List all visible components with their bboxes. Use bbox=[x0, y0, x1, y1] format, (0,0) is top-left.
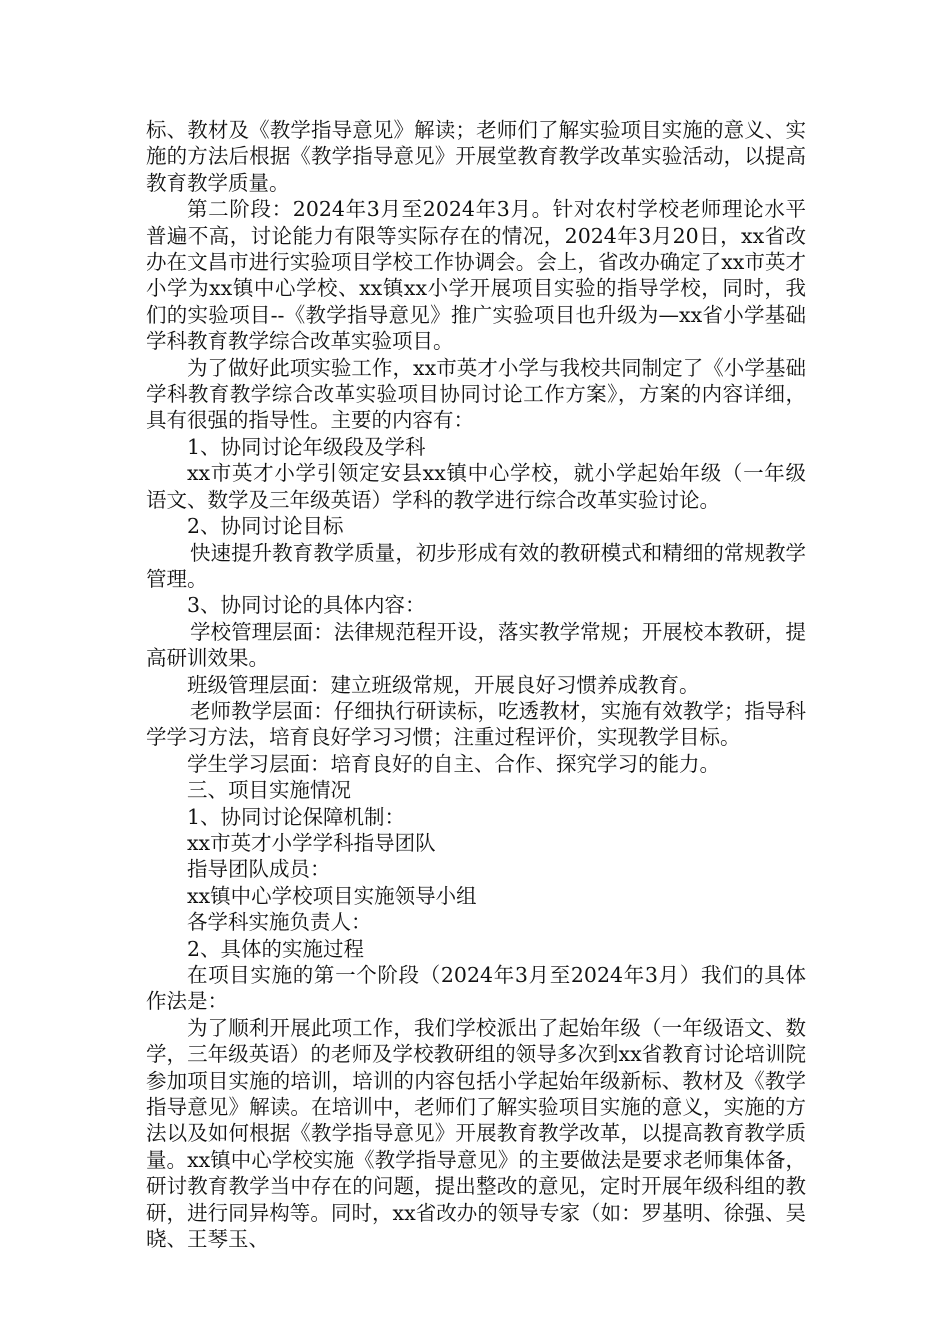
paragraph: 三、项目实施情况 bbox=[187, 778, 351, 803]
paragraph: 2、协同讨论目标 bbox=[187, 514, 344, 539]
paragraph: 1、协同讨论年级段及学科 bbox=[187, 434, 426, 459]
paragraph: 快速提升教育教学质量，初步形成有效的教研模式和精细的常规教学管理。 bbox=[146, 540, 806, 591]
paragraph: 老师教学层面：仔细执行研读标，吃透教材，实施有效教学；指导科学学习方法，培育良好学习习惯；注重过程评价，实现教学目标。 bbox=[146, 698, 806, 750]
paragraph: 3、协同讨论的具体内容： bbox=[187, 593, 426, 618]
paragraph: 为了顺利开展此项工作，我们学校派出了起始年级（一年级语文、数学，三年级英语）的老师及学校教研组的领导多次到xx省教育讨论培训院参加项目实施的培训，培训的内容包括小学起始年级新标、教材及《教学指导意见》解读。在培训中，老师们了解实验项目实施的意义，实施的方法以及如何根据《教学指导意见》开展教育教学改革，以提高教育教学质量。xx镇中心学校实施《教学指导意见》的主要做法是要求老师集体备，研讨教育教学当中存在的问题，提出整改的意见，定时开展年级科组的教研，进行同异构等。同时，xx省改办的领导专家（如：罗基明、徐强、吴晓、王琴玉、 bbox=[146, 1015, 806, 1252]
paragraph: 在项目实施的第一个阶段（2024年3月至2024年3月）我们的具体作法是： bbox=[146, 963, 806, 1014]
paragraph: xx市英才小学学科指导团队 bbox=[187, 830, 436, 855]
paragraph: 学生学习层面：培育良好的自主、合作、探究学习的能力。 bbox=[187, 751, 720, 776]
paragraph: 学校管理层面：法律规范程开设，落实教学常规；开展校本教研，提高研训效果。 bbox=[146, 619, 806, 671]
paragraph: 指导团队成员： bbox=[187, 857, 331, 882]
paragraph: 2、具体的实施过程 bbox=[187, 936, 365, 961]
document-page bbox=[146, 117, 806, 1252]
paragraph: xx镇中心学校项目实施领导小组 bbox=[187, 883, 477, 908]
paragraph: 第二阶段：2024年3月至2024年3月。针对农村学校老师理论水平普遍不高，讨论能力有限等实际存在的情况，2024年3月20日，xx省改办在文昌市进行实验项目学校工作协调会。会上，省改办确定了xx市英才小学为xx镇中心学校、xx镇xx小学开展项目实验的指导学校，同时，我们的实验项目--《教学指导意见》推广实验项目也升级为—xx省小学基础学科教育教学综合改革实验项目。 bbox=[146, 197, 806, 354]
paragraph: 各学科实施负责人： bbox=[187, 910, 372, 935]
paragraph: 1、协同讨论保障机制： bbox=[187, 804, 406, 829]
paragraph: 标、教材及《教学指导意见》解读；老师们了解实验项目实施的意义、实施的方法后根据《教学指导意见》开展堂教育教学改革实验活动，以提高教育教学质量。 bbox=[146, 118, 806, 195]
paragraph: 班级管理层面：建立班级常规，开展良好习惯养成教育。 bbox=[187, 672, 700, 697]
paragraph: 为了做好此项实验工作，xx市英才小学与我校共同制定了《小学基础学科教育教学综合改革实验项目协同讨论工作方案》，方案的内容详细，具有很强的指导性。主要的内容有： bbox=[146, 355, 806, 433]
paragraph: xx市英才小学引领定安县xx镇中心学校，就小学起始年级（一年级语文、数学及三年级英语）学科的教学进行综合改革实验讨论。 bbox=[146, 461, 806, 512]
